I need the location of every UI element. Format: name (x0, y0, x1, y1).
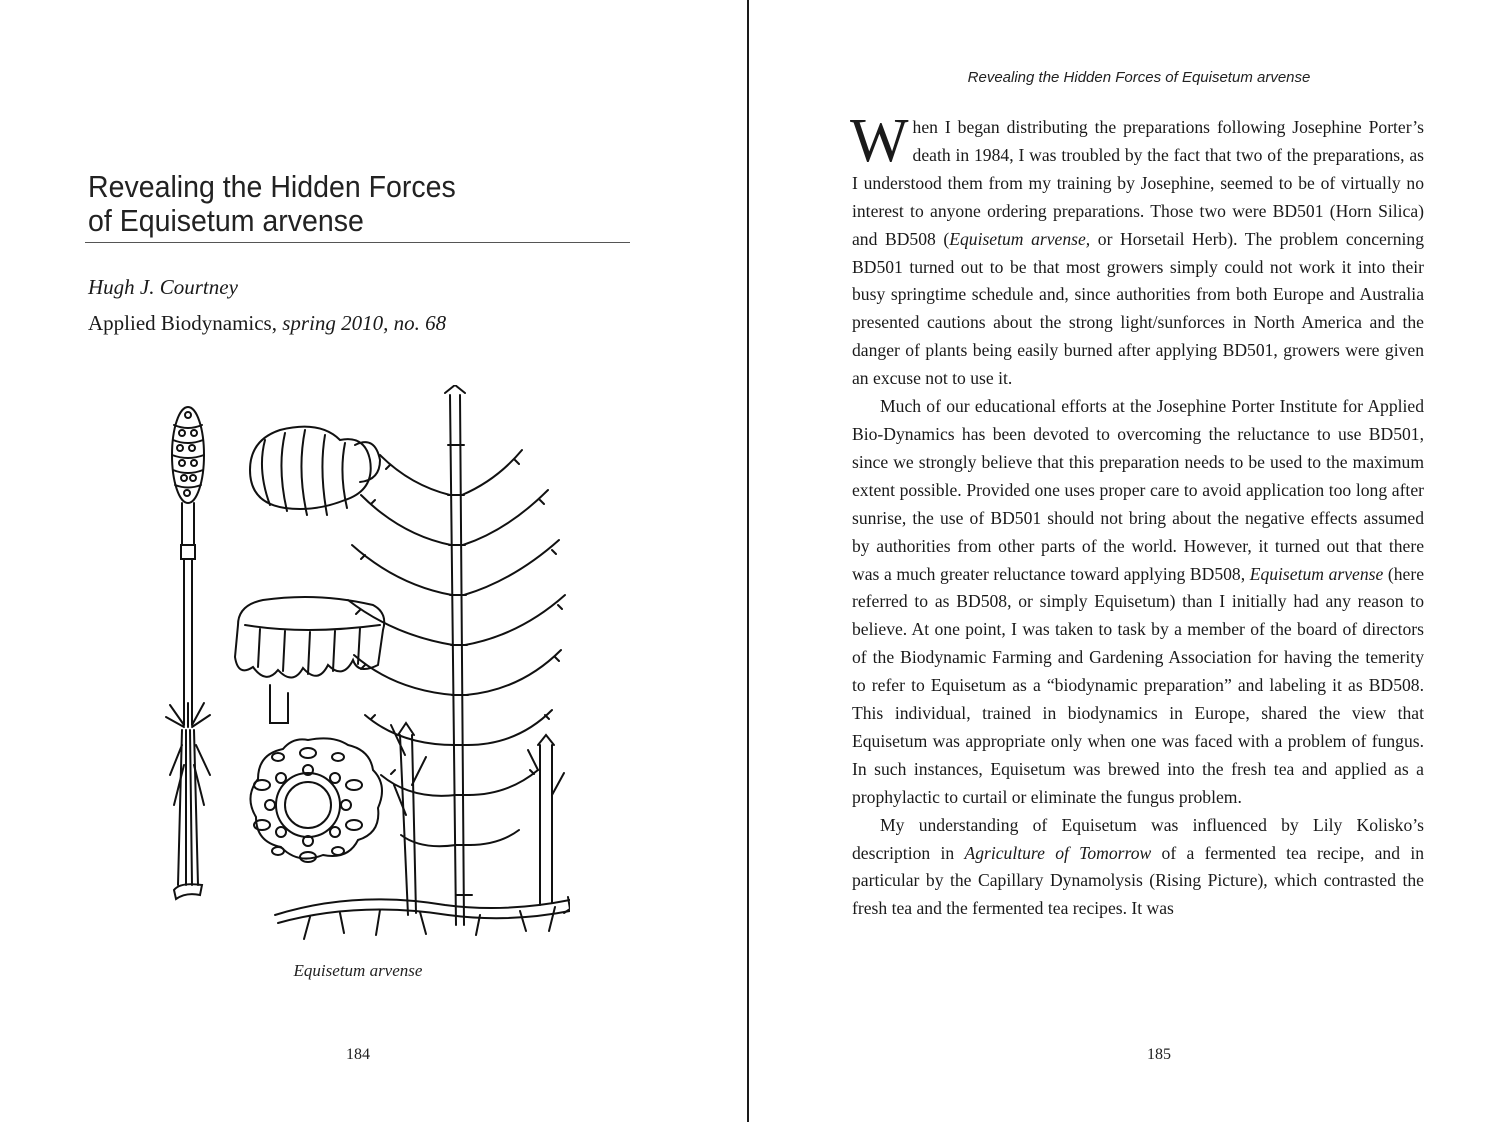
chapter-title-line2: of Equisetum arvense (88, 203, 364, 238)
horsetail-drawing (160, 385, 570, 945)
body-text (850, 107, 1425, 923)
left-page (0, 0, 747, 1122)
paragraph-3-text-cont: of a fermented tea recipe, and in particular by the Capillary Dynamolysis (Rising Picture), which contrasted the fresh tea and the fermented tea recipes. It was (852, 842, 1425, 919)
sheath-drawing (235, 597, 384, 723)
drop-cap: W (850, 107, 909, 175)
chapter-title (88, 170, 585, 238)
paragraph-2-italic: Equisetum arvense (1249, 563, 1384, 584)
fertile-stem-drawing (166, 407, 210, 899)
page-number-left: 184 (346, 1046, 370, 1063)
source-details: spring 2010, no. 68 (282, 311, 447, 335)
paragraph-3-italic: Agriculture of Tomorrow (964, 842, 1152, 863)
source-citation (88, 311, 446, 336)
title-rule (85, 242, 630, 243)
paragraph-1-text-cont: or Horsetail Herb). The problem concerning BD501 turned out to be that most growers simply could not work it into their busy springtime schedule and, since authorities from both Europe and Australia presented cautions about the strong light/sunforces in North America and the danger of plants being easily burned after applying BD501, growers were given an excuse not to use it. (852, 228, 1425, 389)
paragraph-2 (852, 393, 1424, 812)
author-name: Hugh J. Courtney (88, 275, 238, 299)
sporangium-drawing (250, 427, 380, 515)
paragraph-1-text: hen I began distributing the preparations following Josephine Porter’s death in 1984, I was troubled by the fact that two of the preparations, as I understood them from my training by Josephine, seemed to be of virtually no interest to anyone ordering preparations. Those two were BD501 (Horn Silica) and BD508 ( (852, 117, 1424, 249)
right-page (749, 0, 1500, 1122)
sterile-stem-drawing (348, 385, 565, 925)
paragraph-3 (852, 812, 1424, 924)
page-number-right: 185 (1147, 1046, 1171, 1063)
paragraph-1-italic: Equisetum arvense, (949, 228, 1091, 249)
figure-caption: Equisetum arvense (293, 961, 423, 980)
source-journal: Applied Biodynamics, (88, 311, 277, 335)
paragraph-1 (850, 107, 1425, 393)
paragraph-3-text: My understanding of Equisetum was influenced by Lily Kolisko’s description in (852, 814, 1424, 863)
paragraph-2-text-cont: (here referred to as BD508, or simply Equisetum) than I initially had any reason to believe. At one point, I was taken to task by a member of the board of directors of the Biodynamic Farming and Gardening Association for having the temerity to refer to Equisetum as a “biodynamic preparation” and labeling it as BD508. This individual, trained in biodynamics in Europe, shared the view that Equisetum was appropriate only when one was faced with a problem of fungus. In such instances, Equisetum was brewed into the fresh tea and applied as a prophylactic to curtail or eliminate the fungus problem. (852, 563, 1424, 807)
chapter-title-line1: Revealing the Hidden Forces (88, 169, 456, 204)
stem-cross-section-drawing (250, 738, 382, 862)
equisetum-illustration (160, 385, 570, 945)
running-head: Revealing the Hidden Forces of Equisetum arvense (967, 69, 1311, 86)
paragraph-2-text: Much of our educational efforts at the Josephine Porter Institute for Applied Bio-Dynamics has been devoted to overcoming the reluctance to use BD501, since we strongly believe that this preparation needs to be used to the maximum extent possible. Provided one uses proper care to avoid application too long after sunrise, the use of BD501 should not bring about the negative effects assumed by authorities from other parts of the world. However, it turned out that there was a much greater reluctance toward applying BD508, (852, 396, 1424, 584)
